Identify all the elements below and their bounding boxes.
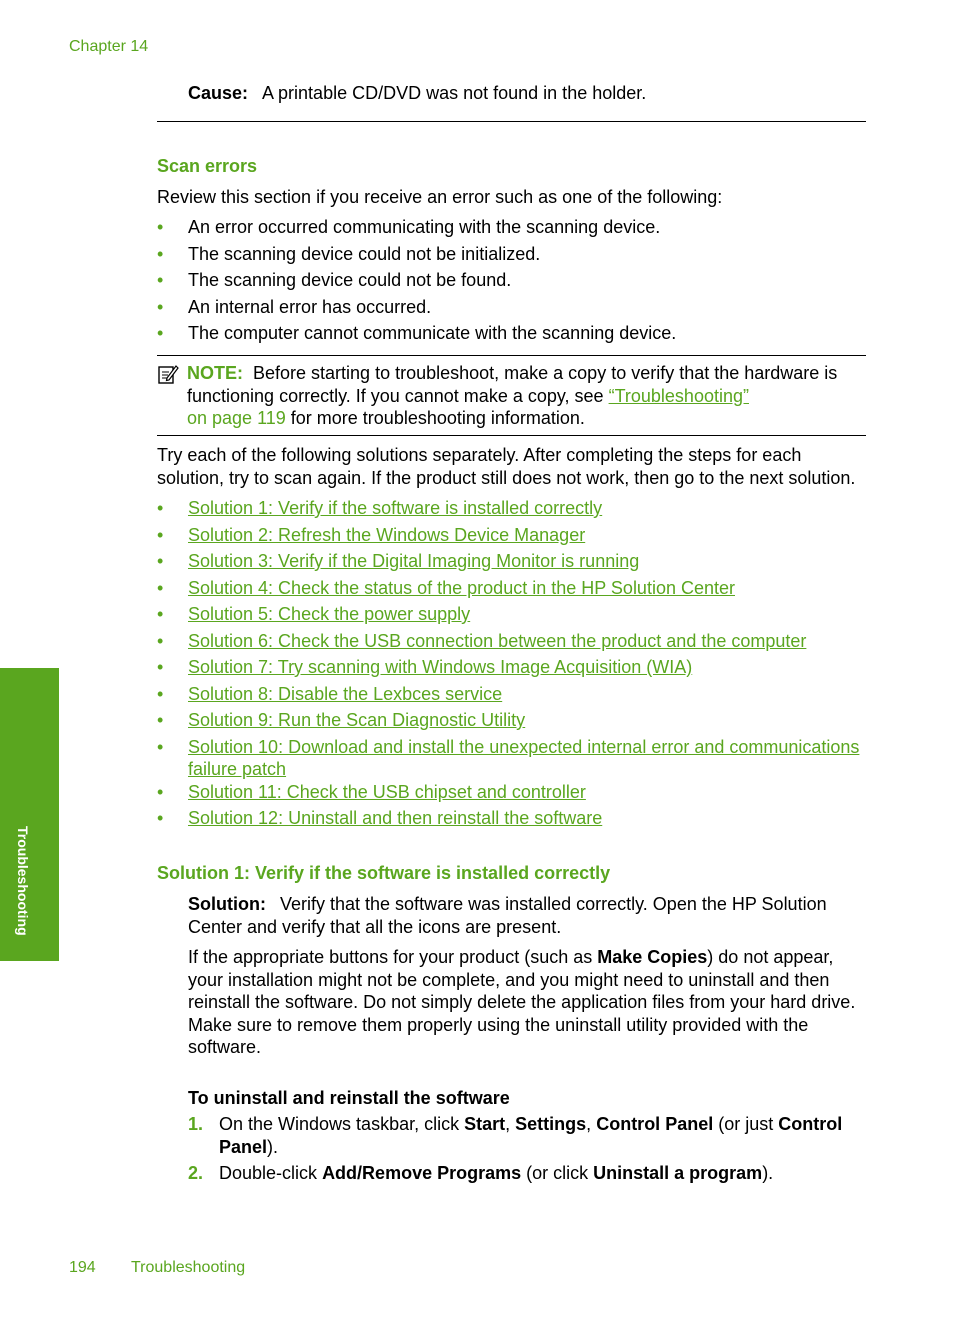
section-heading-scan-errors: Scan errors bbox=[157, 156, 258, 176]
bullet-icon: • bbox=[157, 781, 164, 802]
bullet-icon: • bbox=[157, 323, 164, 343]
troubleshooting-link[interactable]: “Troubleshooting” bbox=[608, 385, 749, 406]
bullet-icon: • bbox=[157, 296, 164, 317]
bullet-icon: • bbox=[157, 217, 164, 237]
page-reference[interactable]: on page 119 bbox=[187, 408, 286, 428]
solution-4-link[interactable]: Solution 4: Check the status of the product in the HP Solution Center bbox=[188, 577, 735, 598]
list-item: • The scanning device could not be found. bbox=[157, 270, 512, 290]
solution-link-item bbox=[157, 656, 869, 683]
reinstall-paragraph: If the appropriate buttons for your product (such as Make Copies) do not appear, your installation might not be complete, and you might need to uninstall and then reinstall the software. Do not simply delete the application files from your hard drive. Make sure to remove them properly using the uninstall utility provided with the software. bbox=[188, 947, 856, 1057]
solution-7-link[interactable]: Solution 7: Try scanning with Windows Image Acquisition (WIA) bbox=[188, 657, 693, 677]
bullet-icon: • bbox=[157, 270, 164, 290]
solution-1-link[interactable]: Solution 1: Verify if the software is installed correctly bbox=[188, 498, 603, 518]
solution-3-link[interactable]: Solution 3: Verify if the Digital Imaging Monitor is running bbox=[188, 551, 640, 571]
solution-6-link[interactable]: Solution 6: Check the USB connection between the product and the computer bbox=[188, 630, 807, 651]
solution-link-item bbox=[157, 630, 869, 657]
cause-label: Cause: bbox=[188, 83, 249, 103]
bullet-icon: • bbox=[157, 577, 164, 598]
error-list bbox=[157, 216, 869, 349]
note-pencil-icon bbox=[157, 363, 179, 385]
note-text: NOTE: Before starting to troubleshoot, make a copy to verify that the hardware is functioning correctly. If you cannot make a copy, see “Troubleshooting” on page 119 for more troubleshooting information. bbox=[187, 363, 838, 428]
cause-line bbox=[188, 82, 868, 105]
cause-text: A printable CD/DVD was not found in the holder. bbox=[262, 83, 647, 103]
solution-link-item bbox=[157, 781, 869, 808]
divider bbox=[157, 121, 866, 122]
step-item: 1. On the Windows taskbar, click Start, Settings, Control Panel (or just Control Panel). bbox=[188, 1114, 843, 1157]
bullet-icon: • bbox=[157, 551, 164, 571]
solution-link-item bbox=[157, 550, 869, 577]
solution-link-item bbox=[157, 709, 869, 736]
bullet-icon: • bbox=[157, 683, 164, 704]
list-item: • The scanning device could not be initialized. bbox=[157, 243, 541, 264]
solution-paragraph: Solution: Verify that the software was installed correctly. Open the HP Solution Center and verify that all the icons are present. bbox=[188, 894, 827, 937]
step-number: 1. bbox=[188, 1114, 204, 1134]
footer-page-number: 194 bbox=[69, 1259, 96, 1276]
bullet-icon: • bbox=[157, 524, 164, 545]
solution-link-item bbox=[157, 736, 869, 781]
solution-5-link[interactable]: Solution 5: Check the power supply bbox=[188, 604, 471, 624]
solution-10-link[interactable]: Solution 10: Download and install the unexpected internal error and communications failure patch bbox=[188, 736, 860, 779]
solution-11-link[interactable]: Solution 11: Check the USB chipset and controller bbox=[188, 781, 586, 802]
step-number: 2. bbox=[188, 1163, 204, 1183]
uninstall-steps bbox=[188, 1113, 868, 1189]
footer-section: Troubleshooting bbox=[131, 1259, 246, 1276]
bullet-icon: • bbox=[157, 630, 164, 651]
bullet-icon: • bbox=[157, 604, 164, 624]
solution-8-link[interactable]: Solution 8: Disable the Lexbces service bbox=[188, 683, 503, 704]
list-item: • The computer cannot communicate with the scanning device. bbox=[157, 323, 677, 343]
note-label: NOTE: bbox=[187, 363, 243, 383]
list-item: • An internal error has occurred. bbox=[157, 296, 432, 317]
solution-2-link[interactable]: Solution 2: Refresh the Windows Device Manager bbox=[188, 524, 586, 545]
solution-list bbox=[157, 497, 869, 834]
uninstall-heading: To uninstall and reinstall the software bbox=[188, 1088, 510, 1108]
solution-label: Solution: bbox=[188, 894, 266, 914]
solution-link-item bbox=[157, 683, 869, 710]
make-copies-term: Make Copies bbox=[597, 947, 708, 967]
bullet-icon: • bbox=[157, 736, 164, 757]
solution-link-item bbox=[157, 807, 869, 834]
step-item: 2. Double-click Add/Remove Programs (or click Uninstall a program). bbox=[188, 1163, 774, 1183]
solution-link-item bbox=[157, 603, 869, 630]
side-tab-label: Troubleshooting bbox=[15, 826, 31, 936]
solution-link-item bbox=[157, 497, 869, 524]
bullet-icon: • bbox=[157, 498, 164, 518]
list-item: • An error occurred communicating with the scanning device. bbox=[157, 217, 661, 237]
solution-link-item bbox=[157, 577, 869, 604]
solution-link-item bbox=[157, 524, 869, 551]
note-top-divider bbox=[157, 355, 866, 356]
chapter-label: Chapter 14 bbox=[69, 38, 149, 55]
bullet-icon: • bbox=[157, 657, 164, 677]
section-heading-solution-1: Solution 1: Verify if the software is installed correctly bbox=[157, 863, 611, 883]
solution-9-link[interactable]: Solution 9: Run the Scan Diagnostic Utility bbox=[188, 710, 526, 730]
bullet-icon: • bbox=[157, 243, 164, 264]
bullet-icon: • bbox=[157, 808, 164, 828]
solution-12-link[interactable]: Solution 12: Uninstall and then reinstall the software bbox=[188, 808, 603, 828]
bullet-icon: • bbox=[157, 710, 164, 730]
note-bottom-divider bbox=[157, 435, 866, 436]
scan-errors-intro: Review this section if you receive an error such as one of the following: bbox=[157, 187, 723, 207]
try-solutions-text: Try each of the following solutions separately. After completing the steps for each solution, try to scan again. If the product still does not work, then go to the next solution. bbox=[157, 445, 856, 488]
